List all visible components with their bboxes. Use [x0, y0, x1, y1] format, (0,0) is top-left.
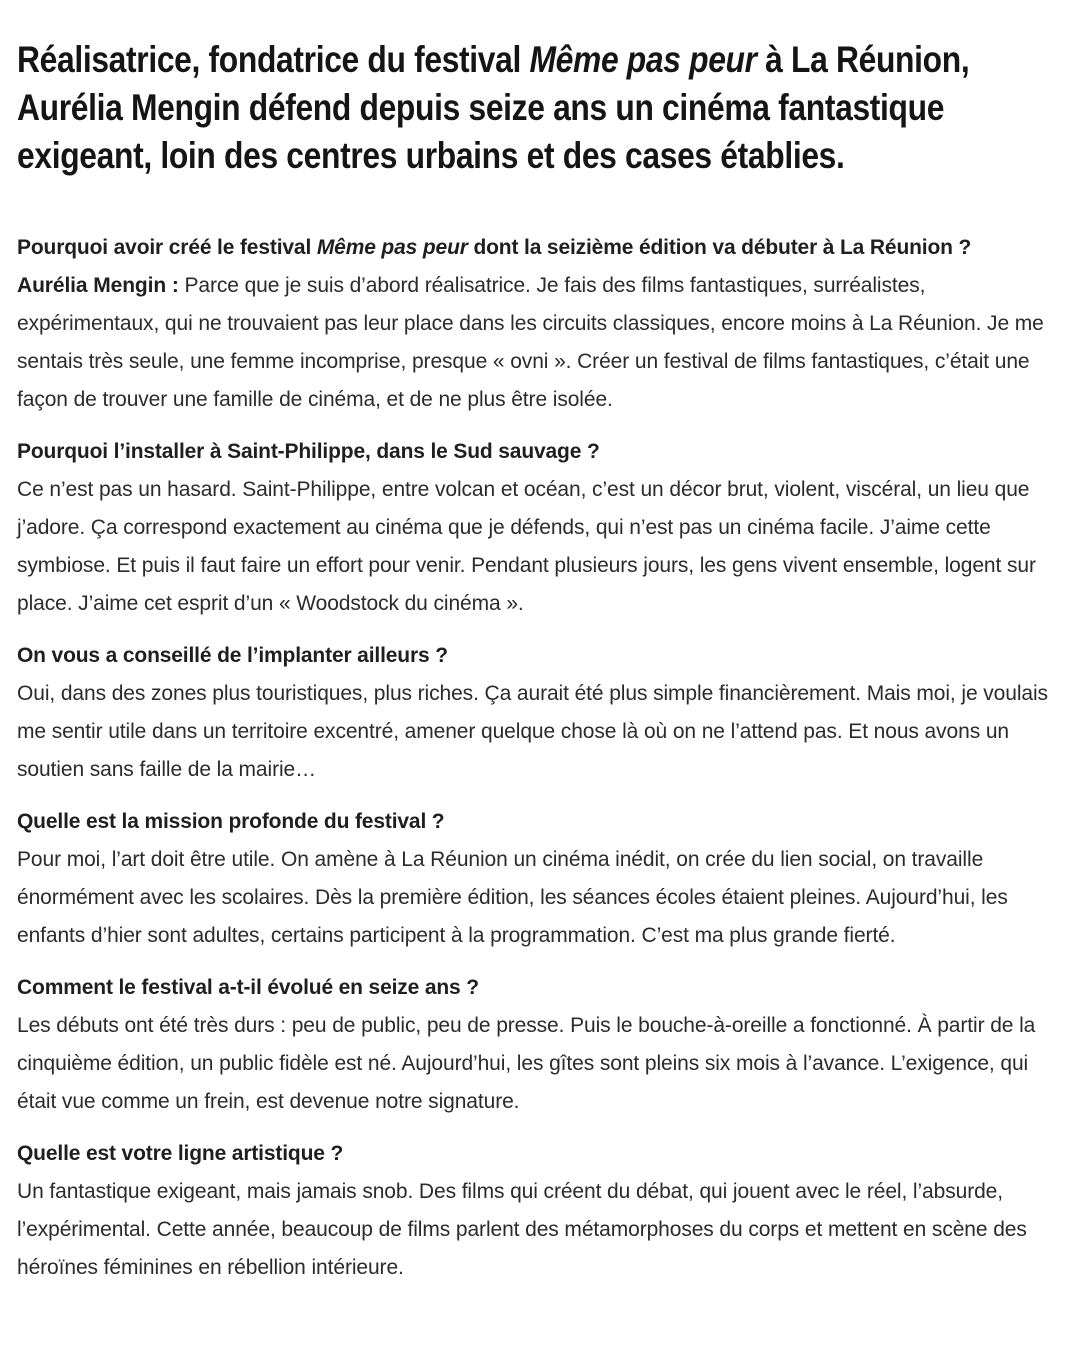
qa-section-4: [17, 803, 1060, 955]
qa-section-2: [17, 433, 1060, 623]
question-1: [17, 229, 1060, 267]
answer-5: Les débuts ont été très durs : peu de public, peu de presse. Puis le bouche-à-oreille a fonctionné. À partir de la cinquième édition, un public fidèle est né. Aujourd’hui, les gîtes sont pleins six mois à l’avance. L’exigence, qui était vue comme un frein, est devenue notre signature.: [17, 1014, 1036, 1113]
question-text: dont la seizième édition va débuter à La Réunion ?: [467, 236, 972, 259]
question-text: Pourquoi avoir créé le festival: [17, 236, 317, 259]
headline-text: Réalisatrice, fondatrice du festival: [17, 39, 530, 80]
speaker-name: Aurélia Mengin :: [17, 274, 179, 297]
qa-section-1: [17, 229, 1060, 419]
question-5: Comment le festival a-t-il évolué en seize ans ?: [17, 976, 479, 999]
question-4: Quelle est la mission profonde du festival ?: [17, 810, 445, 833]
headline-line-2: Aurélia Mengin défend depuis seize ans un cinéma fantastique: [17, 87, 945, 128]
headline-text: à La Réunion,: [756, 39, 970, 80]
festival-name-italic: Même pas peur: [529, 39, 757, 80]
headline-line-3: exigeant, loin des centres urbains et des cases établies.: [17, 135, 845, 176]
festival-name-italic: Même pas peur: [316, 236, 468, 259]
question-2: Pourquoi l’installer à Saint-Philippe, dans le Sud sauvage ?: [17, 440, 600, 463]
article-headline: [17, 36, 1060, 180]
qa-section-3: [17, 637, 1060, 789]
answer-3: Oui, dans des zones plus touristiques, plus riches. Ça aurait été plus simple financièrement. Mais moi, je voulais me sentir utile dans un territoire excentré, amener quelque chose là où on ne l’attend pas. Et nous avons un soutien sans faille de la mairie…: [17, 682, 1048, 781]
answer-2: Ce n’est pas un hasard. Saint-Philippe, entre volcan et océan, c’est un décor brut, violent, viscéral, un lieu que j’adore. Ça correspond exactement au cinéma que je défends, qui n’est pas un cinéma facile. J’aime cette symbiose. Et puis il faut faire un effort pour venir. Pendant plusieurs jours, les gens vivent ensemble, logent sur place. J’aime cet esprit d’un « Woodstock du cinéma ».: [17, 478, 1036, 615]
qa-section-5: [17, 969, 1060, 1121]
answer-4: Pour moi, l’art doit être utile. On amène à La Réunion un cinéma inédit, on crée du lien social, on travaille énormément avec les scolaires. Dès la première édition, les séances écoles étaient pleines. Aujourd’hui, les enfants d’hier sont adultes, certains participent à la programmation. C’est ma plus grande fierté.: [17, 848, 1008, 947]
answer-text: Parce que je suis d’abord réalisatrice. Je fais des films fantastiques, surréalistes, expérimentaux, qui ne trouvaient pas leur place dans les circuits classiques, encore moins à La Réunion. Je me sentais très seule, une femme incomprise, presque « ovni ». Créer un festival de films fantastiques, c’était une façon de trouver une famille de cinéma, et de ne plus être isolée.: [17, 274, 1044, 411]
answer-6: Un fantastique exigeant, mais jamais snob. Des films qui créent du débat, qui jouent avec le réel, l’absurde, l’expérimental. Cette année, beaucoup de films parlent des métamorphoses du corps et mettent en scène des héroïnes féminines en rébellion intérieure.: [17, 1180, 1027, 1279]
answer-1: [17, 267, 1060, 419]
qa-section-6: [17, 1135, 1060, 1287]
question-6: Quelle est votre ligne artistique ?: [17, 1142, 344, 1165]
question-3: On vous a conseillé de l’implanter ailleurs ?: [17, 644, 448, 667]
headline-line-1: [17, 36, 970, 84]
